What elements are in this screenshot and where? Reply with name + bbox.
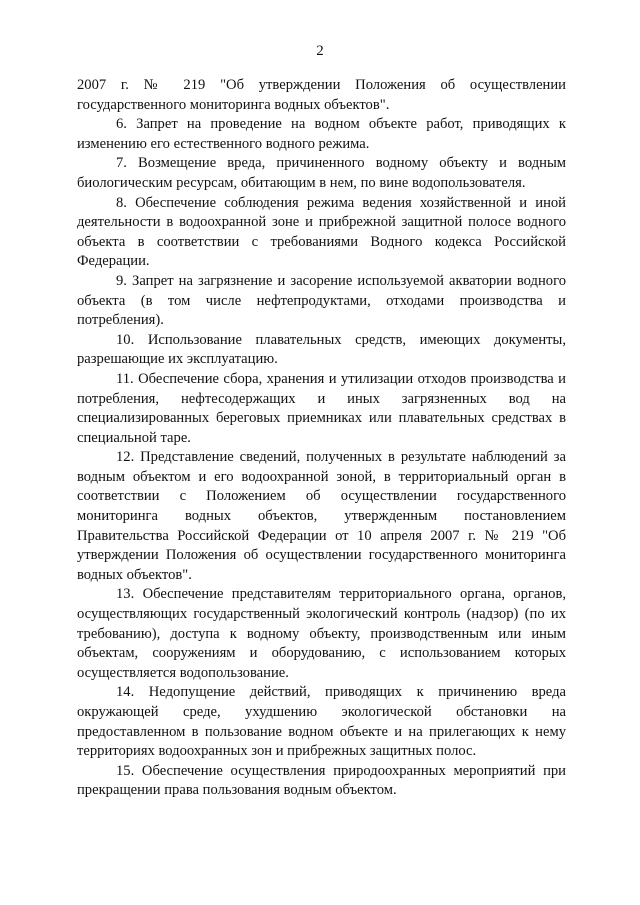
document-body: [77, 76, 566, 801]
paragraph-item-14: 14. Недопущение действий, приводящих к причинению вреда окружающей среде, ухудшению экологической обстановки на предоставленном в пользование водном объекте и на прилегающих к нему территориях водоохранных зон и прибрежных защитных полос.: [77, 684, 566, 760]
paragraph-item-7: 7. Возмещение вреда, причиненного водному объекту и водным биологическим ресурсам, обитающим в нем, по вине водопользователя.: [77, 155, 566, 191]
paragraph-item-15: 15. Обеспечение осуществления природоохранных мероприятий при прекращении права пользования водным объектом.: [77, 762, 566, 799]
paragraph-continuation: 2007 г. № 219 "Об утверждении Положения об осуществлении государственного мониторинга водных объектов".: [77, 77, 566, 113]
paragraph-item-12: 12. Представление сведений, полученных в результате наблюдений за водным объектом и его водоохранной зоной, в территориальный орган в соответствии с Положением об осуществлении государственного мониторинга водных объектов, утвержденным постановлением Правительства Российской Федерации от 10 апреля 2007 г. № 219 "Об утверждении Положения об осуществлении государственного мониторинга водных объектов".: [77, 449, 566, 583]
page-number: 2: [316, 43, 324, 59]
paragraph-item-11: 11. Обеспечение сбора, хранения и утилизации отходов производства и потребления, нефтесодержащих и иных загрязненных вод на специализированных береговых приемниках или плавательных средствах в специальной таре.: [77, 370, 566, 446]
paragraph-item-9: 9. Запрет на загрязнение и засорение используемой акватории водного объекта (в том числе нефтепродуктами, отходами производства и потребления).: [77, 272, 566, 329]
paragraph-item-6: 6. Запрет на проведение на водном объекте работ, приводящих к изменению его естественного водного режима.: [77, 116, 566, 152]
paragraph-item-8: 8. Обеспечение соблюдения режима ведения хозяйственной и иной деятельности в водоохранной зоне и прибрежной защитной полосе водного объекта в соответствии с требованиями Водного кодекса Российской Федерации.: [77, 194, 566, 270]
paragraph-item-10: 10. Использование плавательных средств, имеющих документы, разрешающие их эксплуатацию.: [77, 331, 566, 368]
paragraph-item-13: 13. Обеспечение представителям территориального органа, органов, осуществляющих государственный экологический контроль (надзор) (по их требованию), доступа к водному объекту, производственным или иным объектам, сооружениям и оборудованию, с использованием которых осуществляется водопользование.: [77, 586, 566, 681]
